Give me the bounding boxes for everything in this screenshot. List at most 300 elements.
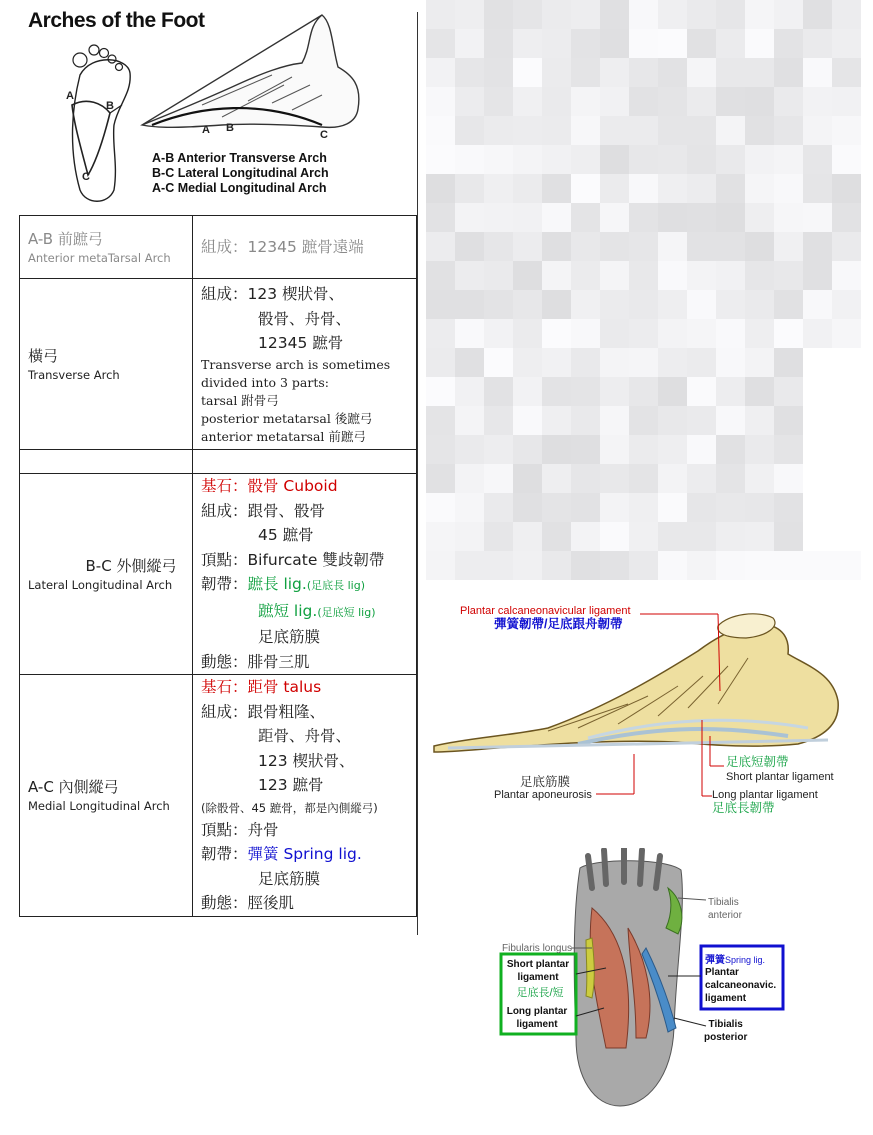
mosaic-cell — [629, 145, 658, 174]
mosaic-cell — [600, 0, 629, 29]
mosaic-cell — [774, 0, 803, 29]
mosaic-cell — [803, 522, 832, 551]
mosaic-cell — [687, 348, 716, 377]
mosaic-cell — [513, 406, 542, 435]
mosaic-cell — [455, 203, 484, 232]
mosaic-cell — [484, 464, 513, 493]
mosaic-cell — [571, 493, 600, 522]
empty-cell — [20, 450, 193, 474]
mosaic-cell — [774, 87, 803, 116]
mosaic-cell — [455, 319, 484, 348]
mosaic-cell — [513, 493, 542, 522]
mosaic-cell — [455, 290, 484, 319]
mosaic-cell — [803, 551, 832, 580]
mosaic-cell — [745, 232, 774, 261]
keystone-line: 基石：距骨 talus — [201, 678, 322, 696]
mosaic-cell — [687, 174, 716, 203]
mosaic-cell — [658, 348, 687, 377]
mosaic-cell — [629, 348, 658, 377]
annot-tibialis-anterior: Tibialis anterior — [708, 897, 742, 921]
mosaic-cell — [455, 377, 484, 406]
ligament-line — [201, 842, 416, 867]
ligament-prefix: 韌帶： — [201, 575, 248, 593]
mosaic-cell — [658, 319, 687, 348]
mosaic-cell — [803, 174, 832, 203]
annot-tibialis-posterior: Tibialis posterior — [704, 1019, 748, 1043]
mosaic-cell — [745, 29, 774, 58]
mosaic-cell — [716, 290, 745, 319]
row-label-sub: Medial Longitudinal Arch — [28, 799, 170, 814]
mosaic-cell — [687, 145, 716, 174]
note-line: anterior metatarsal 前蹠弓 — [201, 428, 366, 444]
mosaic-cell — [774, 232, 803, 261]
mosaic-cell — [571, 87, 600, 116]
mosaic-cell — [484, 174, 513, 203]
mosaic-cell — [484, 232, 513, 261]
mosaic-cell — [803, 261, 832, 290]
mosaic-cell — [600, 261, 629, 290]
mosaic-cell — [774, 348, 803, 377]
composition-line: 123 楔狀骨、 — [258, 751, 355, 770]
mosaic-cell — [687, 435, 716, 464]
mosaic-cell — [629, 435, 658, 464]
mosaic-cell — [716, 261, 745, 290]
mosaic-cell — [571, 406, 600, 435]
mosaic-cell — [484, 435, 513, 464]
mosaic-cell — [658, 464, 687, 493]
mosaic-cell — [542, 493, 571, 522]
mosaic-cell — [513, 319, 542, 348]
mosaic-cell — [542, 232, 571, 261]
annot-plantar-calc: Plantar calcaneonavic. ligament — [705, 967, 777, 1004]
legend-ab: A-B Anterior Transverse Arch — [152, 151, 327, 165]
mosaic-cell — [542, 174, 571, 203]
mosaic-cell — [774, 406, 803, 435]
mosaic-cell — [687, 261, 716, 290]
mosaic-cell — [629, 87, 658, 116]
mosaic-cell — [629, 203, 658, 232]
mosaic-cell — [455, 435, 484, 464]
mosaic-cell — [803, 29, 832, 58]
arch-table — [19, 215, 417, 917]
mosaic-cell — [832, 174, 861, 203]
label-a-left: A — [66, 90, 74, 102]
mosaic-cell — [832, 29, 861, 58]
mosaic-cell — [426, 435, 455, 464]
mosaic-cell — [513, 0, 542, 29]
blurred-image — [426, 0, 861, 580]
mosaic-cell — [716, 145, 745, 174]
table-row-empty — [20, 450, 417, 474]
annot-plantar-calcaneonavicular: Plantar calcaneonavicular ligament — [460, 605, 631, 617]
row-label-sub: Lateral Longitudinal Arch — [28, 578, 173, 592]
mosaic-cell — [455, 464, 484, 493]
mosaic-cell — [600, 522, 629, 551]
mosaic-cell — [542, 203, 571, 232]
mosaic-cell — [629, 319, 658, 348]
mosaic-cell — [716, 0, 745, 29]
label-b-right: B — [226, 122, 234, 134]
mosaic-cell — [745, 290, 774, 319]
mosaic-cell — [513, 522, 542, 551]
mosaic-cell — [455, 232, 484, 261]
mosaic-cell — [426, 232, 455, 261]
composition-note: (除骰骨、45 蹠骨，都是內側縱弓) — [201, 800, 378, 815]
mosaic-cell — [716, 116, 745, 145]
mosaic-cell — [658, 116, 687, 145]
label-b-left: B — [106, 100, 114, 112]
mosaic-cell — [600, 377, 629, 406]
row-label-main: B-C 外側縱弓 — [85, 557, 177, 575]
mosaic-cell — [426, 290, 455, 319]
mosaic-cell — [832, 348, 861, 377]
mosaic-cell — [774, 116, 803, 145]
mosaic-cell — [716, 377, 745, 406]
mosaic-cell — [658, 290, 687, 319]
mosaic-cell — [629, 406, 658, 435]
mosaic-cell — [484, 522, 513, 551]
mosaic-cell — [629, 116, 658, 145]
mosaic-cell — [455, 174, 484, 203]
mosaic-cell — [629, 232, 658, 261]
label-c-left: C — [82, 171, 90, 183]
mosaic-cell — [629, 551, 658, 580]
mosaic-cell — [658, 435, 687, 464]
mosaic-cell — [745, 406, 774, 435]
mosaic-cell — [629, 29, 658, 58]
mosaic-cell — [571, 464, 600, 493]
plantar-illustration — [496, 848, 796, 1110]
mosaic-cell — [803, 319, 832, 348]
mosaic-cell — [832, 0, 861, 29]
mosaic-cell — [716, 58, 745, 87]
row-content — [193, 216, 417, 279]
dynamic-line: 動態：脛後肌 — [201, 894, 295, 912]
mosaic-cell — [542, 145, 571, 174]
mosaic-cell — [745, 493, 774, 522]
mosaic-cell — [629, 174, 658, 203]
mosaic-cell — [571, 290, 600, 319]
mosaic-cell — [571, 29, 600, 58]
mosaic-cell — [629, 493, 658, 522]
mosaic-cell — [716, 464, 745, 493]
mosaic-cell — [600, 58, 629, 87]
mosaic-cell — [455, 406, 484, 435]
mosaic-cell — [687, 493, 716, 522]
mosaic-cell — [426, 348, 455, 377]
mosaic-cell — [745, 261, 774, 290]
mosaic-cell — [455, 493, 484, 522]
mosaic-cell — [745, 203, 774, 232]
mosaic-cell — [600, 174, 629, 203]
composition-line: 距骨、舟骨、 — [258, 727, 352, 745]
mosaic-cell — [687, 0, 716, 29]
mosaic-cell — [658, 203, 687, 232]
annot-spring-zh: 彈簧韌帶/足底跟舟韌帶 — [494, 617, 623, 631]
mosaic-cell — [426, 58, 455, 87]
mosaic-cell — [629, 261, 658, 290]
mosaic-cell — [542, 464, 571, 493]
annot-short-zh: 足底短韌帶 — [726, 755, 789, 769]
mosaic-cell — [542, 522, 571, 551]
mosaic-cell — [513, 87, 542, 116]
mosaic-cell — [774, 522, 803, 551]
row-label-sub: Transverse Arch — [28, 368, 120, 382]
mosaic-cell — [542, 551, 571, 580]
mosaic-cell — [426, 551, 455, 580]
mosaic-cell — [687, 58, 716, 87]
mosaic-cell — [629, 58, 658, 87]
mosaic-cell — [426, 87, 455, 116]
dynamic-line: 動態：腓骨三肌 — [201, 652, 310, 671]
annot-aponeurosis-zh: 足底筋膜 — [520, 775, 571, 789]
keystone-line: 基石：骰骨 Cuboid — [201, 477, 338, 495]
mosaic-cell — [600, 145, 629, 174]
mosaic-cell — [513, 290, 542, 319]
mosaic-cell — [484, 493, 513, 522]
mosaic-cell — [542, 290, 571, 319]
mosaic-cell — [658, 493, 687, 522]
mosaic-cell — [455, 87, 484, 116]
apex-line: 頂點：舟骨 — [201, 820, 279, 839]
mosaic-cell — [832, 493, 861, 522]
mosaic-cell — [658, 261, 687, 290]
mosaic-cell — [687, 116, 716, 145]
mosaic-cell — [832, 232, 861, 261]
mosaic-cell — [658, 0, 687, 29]
mosaic-cell — [832, 551, 861, 580]
mosaic-cell — [832, 435, 861, 464]
mosaic-cell — [774, 464, 803, 493]
mosaic-cell — [658, 87, 687, 116]
mosaic-cell — [571, 145, 600, 174]
mosaic-cell — [455, 29, 484, 58]
mosaic-cell — [832, 406, 861, 435]
mosaic-cell — [600, 203, 629, 232]
mosaic-cell — [426, 319, 455, 348]
mosaic-cell — [658, 377, 687, 406]
mosaic-cell — [542, 58, 571, 87]
mosaic-cell — [687, 377, 716, 406]
mosaic-cell — [745, 377, 774, 406]
mosaic-cell — [484, 377, 513, 406]
mosaic-cell — [571, 551, 600, 580]
mosaic-cell — [803, 145, 832, 174]
mosaic-cell — [542, 87, 571, 116]
composition-line: 45 蹠骨 — [258, 526, 314, 544]
mosaic-cell — [542, 435, 571, 464]
mosaic-cell — [426, 522, 455, 551]
mosaic-cell — [600, 406, 629, 435]
row-content — [193, 675, 417, 917]
row-label — [20, 675, 193, 917]
table-row — [20, 675, 417, 917]
mosaic-cell — [716, 232, 745, 261]
mosaic-cell — [745, 87, 774, 116]
mosaic-cell — [629, 464, 658, 493]
mosaic-cell — [513, 377, 542, 406]
mosaic-cell — [774, 551, 803, 580]
mosaic-cell — [658, 406, 687, 435]
mosaic-cell — [687, 203, 716, 232]
mosaic-cell — [455, 116, 484, 145]
mosaic-cell — [832, 145, 861, 174]
figure-title: Arches of the Foot — [28, 9, 205, 32]
mosaic-cell — [658, 29, 687, 58]
mosaic-cell — [745, 551, 774, 580]
mosaic-cell — [513, 203, 542, 232]
mosaic-cell — [832, 203, 861, 232]
mosaic-cell — [658, 232, 687, 261]
mosaic-cell — [571, 174, 600, 203]
mosaic-cell — [484, 87, 513, 116]
mosaic-cell — [803, 203, 832, 232]
table-row — [20, 216, 417, 279]
mosaic-cell — [484, 261, 513, 290]
mosaic-cell — [832, 290, 861, 319]
mosaic-cell — [745, 435, 774, 464]
mosaic-cell — [716, 435, 745, 464]
mosaic-cell — [832, 116, 861, 145]
annot-long-en: Long plantar ligament — [712, 789, 818, 801]
row-label-main: A-C 內側縱弓 — [28, 778, 119, 797]
mosaic-cell — [484, 203, 513, 232]
composition-line: 123 蹠骨 — [258, 776, 324, 794]
mosaic-cell — [600, 87, 629, 116]
mosaic-cell — [716, 174, 745, 203]
mosaic-cell — [629, 290, 658, 319]
mosaic-cell — [571, 377, 600, 406]
composition-line: 組成：跟骨粗隆、 — [201, 702, 326, 721]
row-label — [20, 216, 193, 279]
arch-legend — [152, 151, 329, 196]
composition-line: 骰骨、舟骨、 — [258, 309, 352, 328]
mosaic-cell — [513, 58, 542, 87]
row-content — [193, 474, 417, 675]
mosaic-cell — [745, 58, 774, 87]
mosaic-cell — [774, 435, 803, 464]
mosaic-cell — [687, 232, 716, 261]
mosaic-cell — [600, 232, 629, 261]
mosaic-cell — [658, 522, 687, 551]
mosaic-cell — [745, 116, 774, 145]
mosaic-cell — [600, 348, 629, 377]
mosaic-cell — [803, 348, 832, 377]
mosaic-cell — [484, 551, 513, 580]
apex-line: 頂點：Bifurcate 雙歧韌帶 — [201, 550, 385, 569]
mosaic-cell — [571, 522, 600, 551]
mosaic-cell — [455, 0, 484, 29]
mosaic-cell — [803, 464, 832, 493]
mosaic-cell — [484, 58, 513, 87]
mosaic-cell — [484, 319, 513, 348]
mosaic-cell — [803, 435, 832, 464]
mosaic-cell — [571, 116, 600, 145]
mosaic-cell — [803, 290, 832, 319]
mosaic-cell — [426, 261, 455, 290]
mosaic-cell — [745, 348, 774, 377]
mosaic-cell — [426, 145, 455, 174]
mosaic-cell — [542, 406, 571, 435]
mosaic-cell — [629, 522, 658, 551]
mosaic-cell — [600, 290, 629, 319]
mosaic-cell — [571, 232, 600, 261]
mosaic-cell — [426, 377, 455, 406]
mosaic-cell — [832, 522, 861, 551]
mosaic-cell — [571, 435, 600, 464]
mosaic-cell — [600, 116, 629, 145]
mosaic-cell — [426, 464, 455, 493]
mosaic-cell — [571, 261, 600, 290]
annot-short-en: Short plantar ligament — [726, 771, 834, 783]
mosaic-cell — [513, 116, 542, 145]
mosaic-cell — [774, 174, 803, 203]
annot-long-zh: 足底長韌帶 — [712, 801, 775, 815]
mosaic-cell — [426, 0, 455, 29]
mosaic-cell — [687, 406, 716, 435]
ligament-prefix: 韌帶： — [201, 845, 248, 863]
mosaic-cell — [571, 58, 600, 87]
arches-figure — [22, 5, 414, 213]
mosaic-cell — [455, 261, 484, 290]
mosaic-cell — [745, 174, 774, 203]
mosaic-cell — [484, 290, 513, 319]
legend-ac: A-C Medial Longitudinal Arch — [152, 181, 327, 195]
mosaic-cell — [455, 522, 484, 551]
annot-aponeurosis-en: Plantar aponeurosis — [494, 789, 592, 801]
mosaic-cell — [455, 551, 484, 580]
mosaic-cell — [658, 551, 687, 580]
mosaic-cell — [803, 406, 832, 435]
mosaic-cell — [484, 348, 513, 377]
mosaic-cell — [832, 377, 861, 406]
mosaic-cell — [426, 174, 455, 203]
mosaic-cell — [803, 58, 832, 87]
mosaic-cell — [600, 29, 629, 58]
mosaic-cell — [803, 377, 832, 406]
mosaic-cell — [484, 145, 513, 174]
composition-line: 組成：123 楔狀骨、 — [201, 285, 345, 304]
mosaic-cell — [745, 319, 774, 348]
mosaic-cell — [426, 116, 455, 145]
mosaic-cell — [803, 116, 832, 145]
mosaic-cell — [832, 464, 861, 493]
mosaic-cell — [484, 29, 513, 58]
spring-lig: 彈簧 Spring lig. — [247, 845, 362, 863]
mosaic-cell — [658, 145, 687, 174]
mosaic-cell — [455, 348, 484, 377]
mosaic-cell — [600, 435, 629, 464]
mosaic-cell — [716, 551, 745, 580]
mosaic-cell — [571, 319, 600, 348]
mosaic-cell — [687, 319, 716, 348]
mosaic-cell — [542, 261, 571, 290]
mosaic-cell — [571, 348, 600, 377]
mosaic-cell — [484, 116, 513, 145]
mosaic-cell — [629, 0, 658, 29]
row-label — [20, 474, 193, 675]
row-label-main: 橫弓 — [28, 347, 59, 365]
mosaic-cell — [774, 29, 803, 58]
ligament-illustration — [428, 596, 868, 826]
mosaic-cell — [629, 377, 658, 406]
mosaic-cell — [426, 493, 455, 522]
annot-zh-long-short: 足底長/短 — [516, 987, 564, 999]
annot-spring-zh: 彈簧 — [705, 955, 725, 966]
mosaic-cell — [687, 290, 716, 319]
mosaic-cell — [513, 145, 542, 174]
mosaic-cell — [426, 406, 455, 435]
